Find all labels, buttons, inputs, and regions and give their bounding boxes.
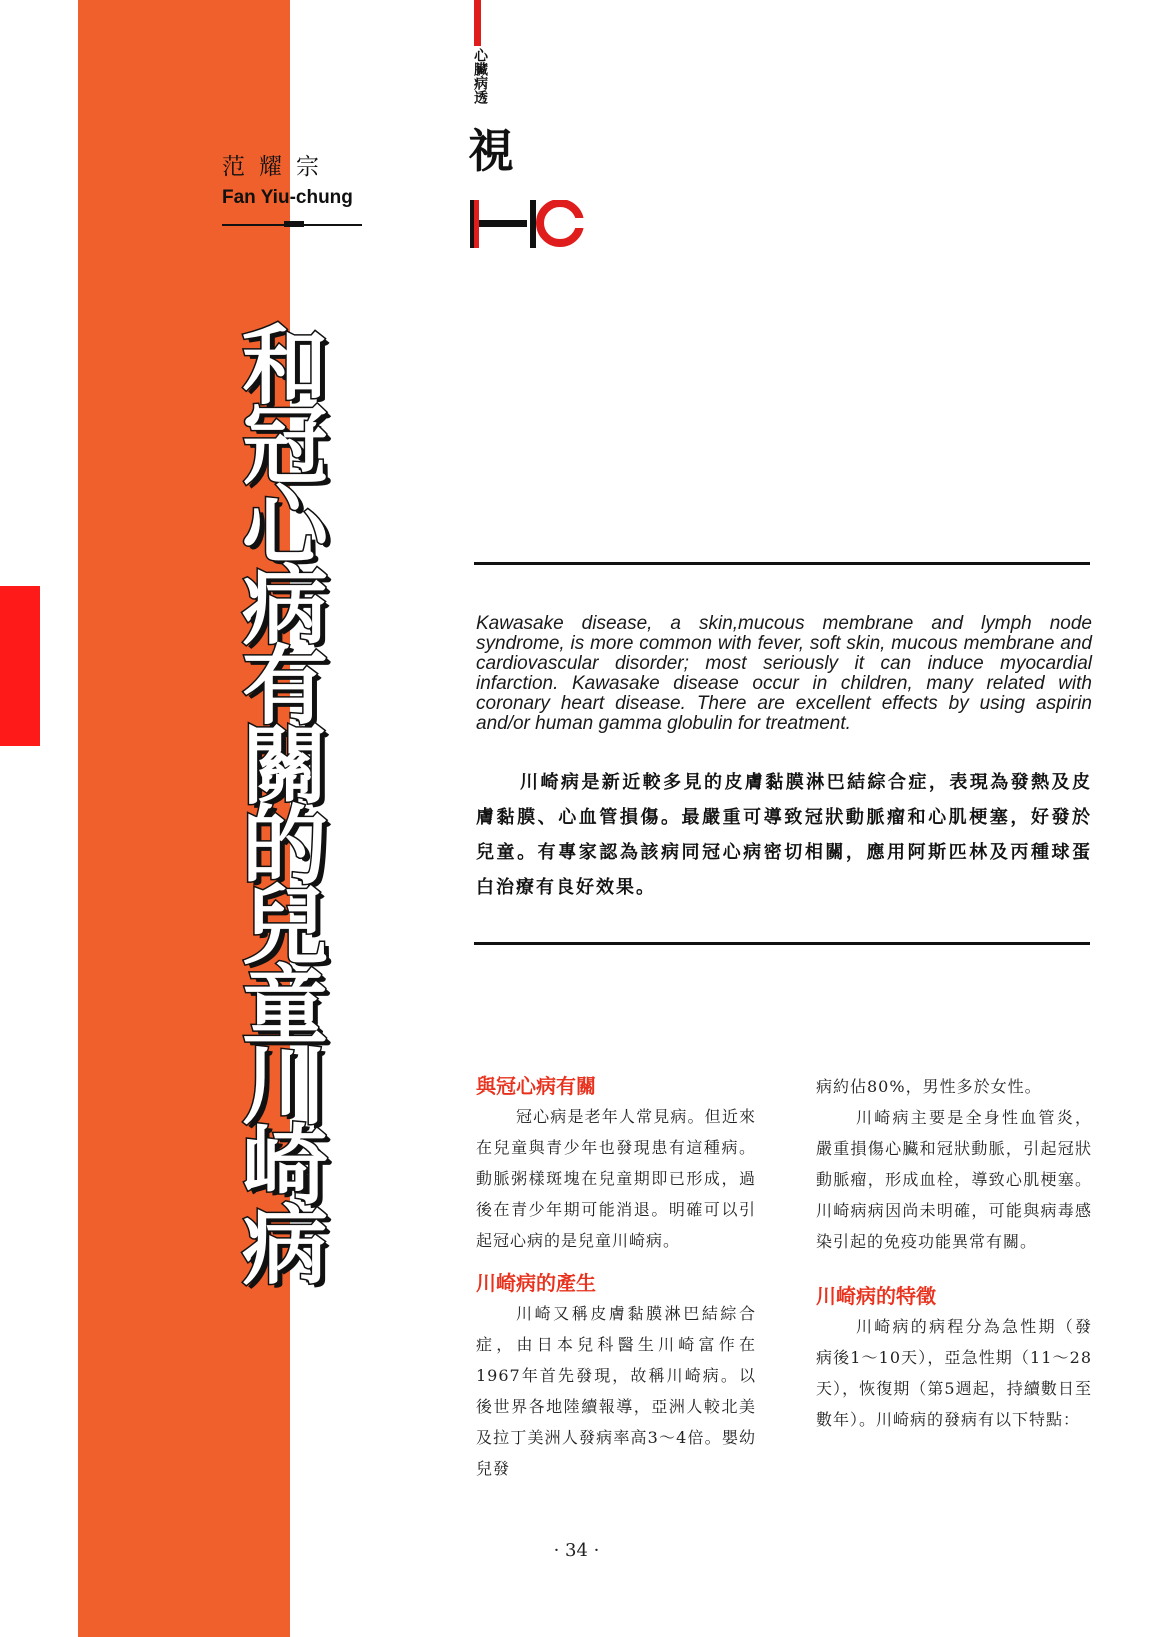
body-column-right — [816, 1071, 1092, 1435]
article-title: 和冠心病有關的兒童川崎病 — [227, 320, 327, 1280]
abstract-english: Kawasake disease, a skin,mucous membrane and lymph node syndrome, is more common with fever, soft skin, mucous membrane and cardiovascular disorder; most seriously it can induce myocardial infarction. Kawasake disease occur in children, many related with coronary heart disease. There are excellent effects by using aspirin and/or human gamma globulin for treatment. — [476, 613, 1092, 734]
body-column-left — [476, 1071, 756, 1484]
author-rule-accent — [284, 221, 304, 227]
red-edge-tab — [0, 586, 40, 746]
section-heading-coronary: 與冠心病有關 — [476, 1074, 596, 1098]
hc-logo-icon — [470, 200, 600, 250]
section-paragraph-continued: 病約佔80%，男性多於女性。 — [816, 1077, 1042, 1096]
section-paragraph: 冠心病是老年人常見病。但近來在兒童與青少年也發現患有這種病。動脈粥樣斑塊在兒童期即已形成，過後在青少年期可能消退。明確可以引起冠心病的是兒童川崎病。 — [476, 1107, 756, 1250]
section-heading-origin: 川崎病的產生 — [476, 1271, 596, 1295]
column-name-vertical: 心臟病透 — [472, 48, 488, 104]
author-block — [222, 148, 362, 209]
author-name-zh: 范耀宗 — [222, 154, 333, 180]
section-heading-features: 川崎病的特徵 — [816, 1284, 936, 1308]
section-paragraph: 川崎病主要是全身性血管炎，嚴重損傷心臟和冠狀動脈，引起冠狀動脈瘤，形成血栓，導致心肌梗塞。川崎病病因尚未明確，可能與病毒感染引起的免疫功能異常有關。 — [816, 1108, 1092, 1251]
column-name-big-char: 視 — [468, 124, 514, 178]
section-paragraph: 川崎又稱皮膚黏膜淋巴結綜合症，由日本兒科醫生川崎富作在1967年首先發現，故稱川崎病。以後世界各地陸續報導，亞洲人較北美及拉丁美洲人發病率高3～4倍。嬰幼兒發 — [476, 1304, 756, 1478]
author-name-en: Fan Yiu-chung — [222, 187, 353, 208]
logo-red-bar — [474, 0, 481, 46]
page-number: · 34 · — [553, 1540, 600, 1561]
abstract-chinese: 川崎病是新近較多見的皮膚黏膜淋巴結綜合症，表現為發熱及皮膚黏膜、心血管損傷。最嚴重可導致冠狀動脈瘤和心肌梗塞，好發於兒童。有專家認為該病同冠心病密切相關，應用阿斯匹林及丙種球蛋白治療有良好效果。 — [476, 772, 1092, 898]
abstract-bottom-rule — [474, 942, 1090, 945]
section-paragraph: 川崎病的病程分為急性期（發病後1～10天），亞急性期（11～28天），恢復期（第5週起，持續數日至數年）。川崎病的發病有以下特點： — [816, 1317, 1092, 1429]
abstract-top-rule — [474, 562, 1090, 565]
column-logo — [470, 0, 610, 260]
